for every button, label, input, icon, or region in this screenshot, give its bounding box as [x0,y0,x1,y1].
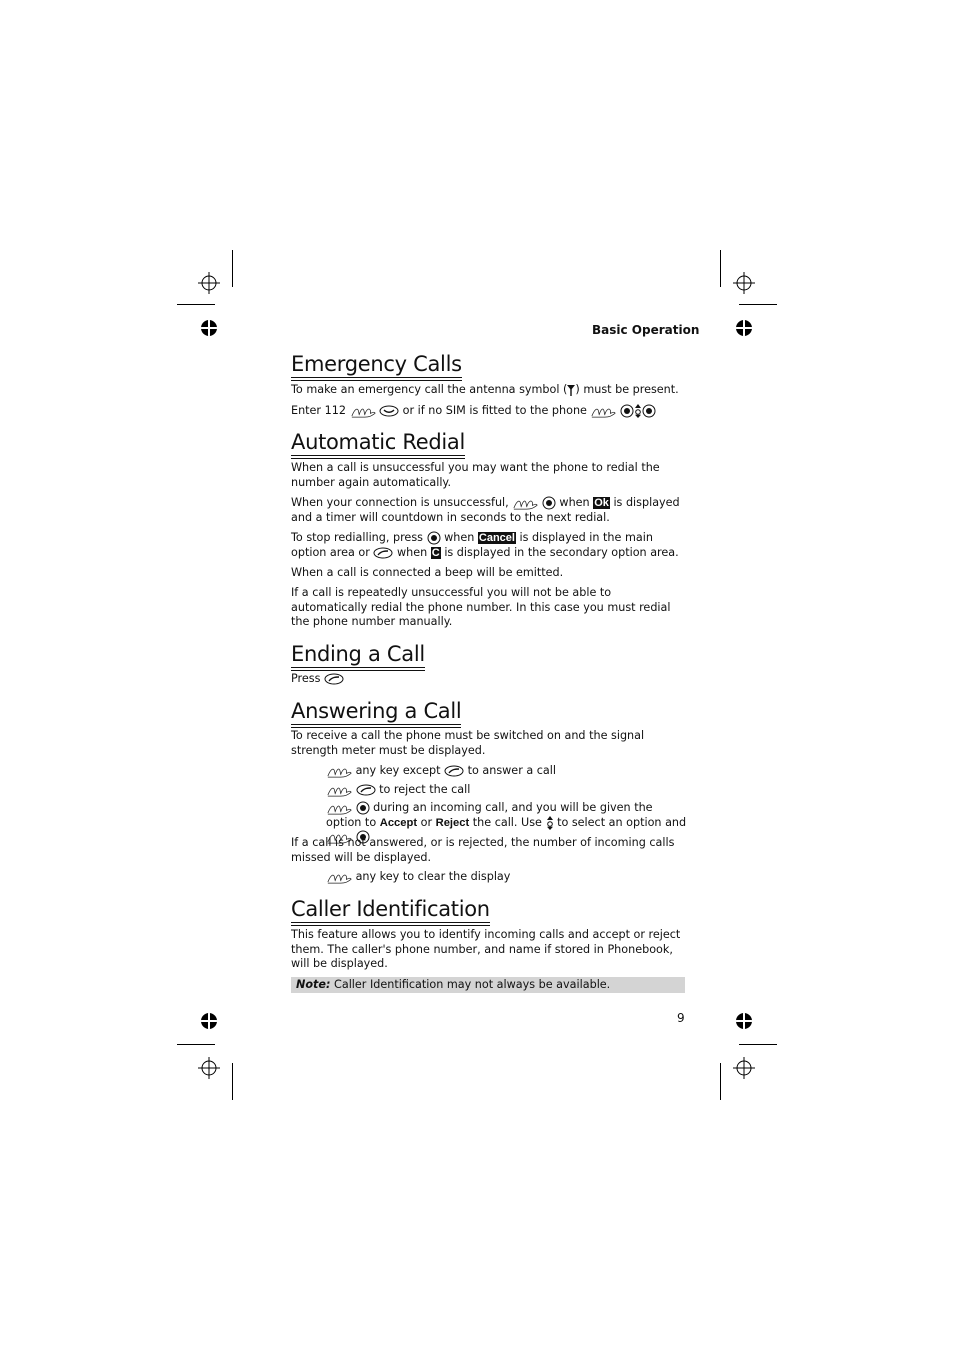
redial-paragraph-3 [291,531,686,560]
text: Enter 112 [291,404,346,417]
section-title-answering-a-call: Answering a Call [291,699,462,723]
answering-bullet-2 [326,783,686,798]
redial-paragraph-2 [291,496,686,525]
text: or [420,815,433,829]
c-softkey-label: C [431,546,440,559]
keypress-icon [590,405,616,418]
cancel-softkey-label: Cancel [478,532,515,544]
crop-line [232,250,233,287]
nav-key-icon [642,404,656,418]
registration-dot-icon [201,320,217,336]
nav-key-icon [542,496,556,510]
answering-paragraph-2: If a call is not answered, or is rejected, the number of incoming calls missed will be displayed. [291,836,675,864]
text: the call. Use [472,815,542,829]
answering-bullet-1 [326,764,686,779]
keypress-icon [326,802,352,815]
crop-line [739,304,777,305]
answering-bullet-4 [326,870,686,885]
running-header: Basic Operation [592,323,700,337]
registration-dot-icon [736,1013,752,1029]
note-text: Caller Identification may not always be available. [334,978,611,991]
text: To make an emergency call the antenna symbol ( [291,383,568,396]
emergency-paragraph [291,383,686,398]
nav-key-icon [620,404,634,418]
text: when [444,531,475,544]
nav-key-icon [427,531,441,545]
accept-option-label: Accept [379,816,418,829]
note-box [291,977,685,993]
keypress-icon [512,497,538,510]
text: or if no SIM is fitted to the phone [402,404,587,417]
phone-end-icon [324,673,344,685]
text: to select an option and [557,815,687,829]
answering-paragraph-1: To receive a call the phone must be switched on and the signal strength meter must be displayed. [291,729,645,757]
scroll-updown-icon [546,816,554,830]
text: when [397,545,428,559]
crop-line [232,1063,233,1100]
nav-key-icon [356,801,370,815]
section-title-caller-identification: Caller Identification [291,897,490,921]
emergency-instructions [291,404,686,419]
registration-dot-icon [201,1013,217,1029]
text: to answer a call [467,764,556,777]
redial-paragraph-1: When a call is unsuccessful you may want the phone to redial the number again automatically. [291,461,660,489]
crop-line [720,250,721,287]
phone-end-icon [356,784,376,796]
keypress-icon [326,871,352,884]
redial-paragraph-5: If a call is repeatedly unsuccessful you will not be able to automatically redial the phone number. In this case you must redial the phone number manually. [291,586,671,628]
section-title-automatic-redial: Automatic Redial [291,430,466,454]
text: is displayed in the secondary option area. [444,545,679,559]
section-title-ending-a-call: Ending a Call [291,642,425,666]
registration-dot-icon [736,320,752,336]
section-title-emergency-calls: Emergency Calls [291,352,462,376]
text: is displayed in the main option area or [291,531,653,559]
caller-paragraph: This feature allows you to identify incoming calls and accept or reject them. The caller's phone number, and name if stored in Phonebook, will be displayed. [291,928,681,970]
reject-option-label: Reject [435,816,470,829]
registration-target-icon [198,1057,220,1079]
text: when [559,496,590,509]
crop-line [177,1044,215,1045]
text: ) must be present. [575,383,679,396]
crop-line [739,1044,777,1045]
ending-paragraph [291,672,686,687]
text: is displayed and a timer will countdown in seconds to the next redial. [291,496,680,524]
note-label: Note: [296,978,331,991]
phone-end-icon [444,765,464,777]
keypress-icon [326,765,352,778]
registration-target-icon [733,272,755,294]
registration-target-icon [733,1057,755,1079]
redial-paragraph-4: When a call is connected a beep will be emitted. [291,566,564,579]
text: any key except [355,764,441,777]
page-number: 9 [677,1011,685,1025]
scroll-updown-icon [634,404,642,418]
clear-key-icon [373,547,393,559]
text: any key to clear the display [355,870,511,883]
crop-line [177,304,215,305]
registration-target-icon [198,272,220,294]
keypress-icon [326,784,352,797]
text: during an incoming call, and you will be given the option to [326,801,653,829]
phone-send-icon [379,405,399,417]
text: to reject the call [379,783,471,796]
crop-line [720,1063,721,1100]
text: To stop redialling, press [291,531,423,544]
text: When your connection is unsuccessful, [291,496,509,509]
ok-softkey-label: Ok [594,497,609,509]
keypress-icon [350,405,376,418]
text: Press [291,672,321,685]
